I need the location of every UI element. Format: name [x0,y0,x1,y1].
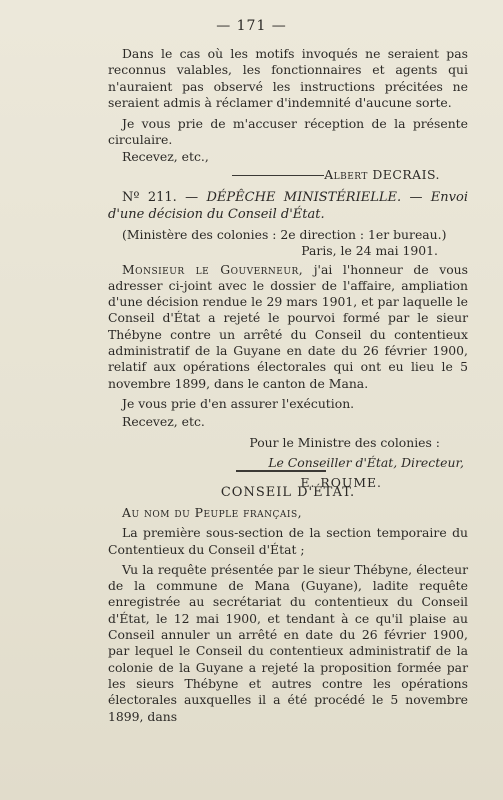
signature-decrais: Albert DECRAIS. [324,167,440,183]
peuple-francais: Au nom du Peuple français, [122,505,303,520]
conseil-section [108,484,468,725]
paragraph-accuser-reception: Je vous prie de m'accuser réception de la présente circulaire. [108,116,468,148]
paragraph-recevez: Recevez, etc., [122,148,209,164]
salutation: Monsieur le Gouverneur, [122,261,304,277]
ministry-reference: (Ministère des colonies : 2e direction : 1er bureau.) [122,227,447,242]
conseil-title: CONSEIL D'ÉTAT. [220,485,356,500]
section-divider [232,175,324,176]
depeche-section [108,189,468,491]
depeche-heading [108,189,468,223]
depeche-body [108,262,468,392]
depeche-title: — DÉPÊCHE MINISTÉRIELLE. — Envoi d'une décision du Conseil d'État. [108,190,468,222]
signature-for-minister: Pour le Ministre des colonies : [249,434,440,450]
section-divider-thick [236,470,326,472]
paragraph-section: La première sous-section de la section temporaire du Contentieux du Conseil d'État ; [108,525,468,557]
depeche-recevez: Recevez, etc. [122,414,205,430]
signature-roume: E. ROUME. [300,475,382,491]
circular-ending [108,46,468,183]
page-number: — 171 — [216,18,287,34]
paragraph-motifs: Dans le cas où les motifs invoqués ne seraient pas reconnus valables, les fonctionnaires et agents qui n'auraient pas observé les instructions précitées ne seraient admis à réclamer d'indemnité d'aucune sorte. [108,46,468,110]
place-date: Paris, le 24 mai 1901. [301,243,438,259]
depeche-body-text: j'ai l'honneur de vous adresser ci-joint avec le dossier de l'affaire, ampliation d'une décision rendue le 29 mars 1901, et par laquelle le Conseil d'État a rejeté le pourvoi formé par le sieur Thébyne contre un arrêté du Conseil du contentieux administratif de la Guyane en date du 26 février 1900, relatif aux opérations électorales qui ont eu lieu le 5 novembre 1899, dans le canton de Mana. [108,261,468,391]
signature-role: Le Conseiller d'État, Directeur, [268,454,464,470]
paragraph-requete: Vu la requête présentée par le sieur Thébyne, électeur de la commune de Mana (Guyane), ladite requête enregistrée au secrétariat du contentieux du Conseil d'État, le 12 mai 1900, et tendant à ce qu'il plaise au Conseil annuler un arrêté en date du 26 février 1900, par lequel le Conseil du contentieux administratif de la colonie de la Guyane a rejeté la proposition formée par les sieurs Thébyne et autres contre les opérations électorales auxquelles il a été procédé le 5 novembre 1899, dans [108,561,468,724]
execution-request: Je vous prie d'en assurer l'exécution. [122,395,355,411]
depeche-number: Nº 211. [122,190,177,205]
